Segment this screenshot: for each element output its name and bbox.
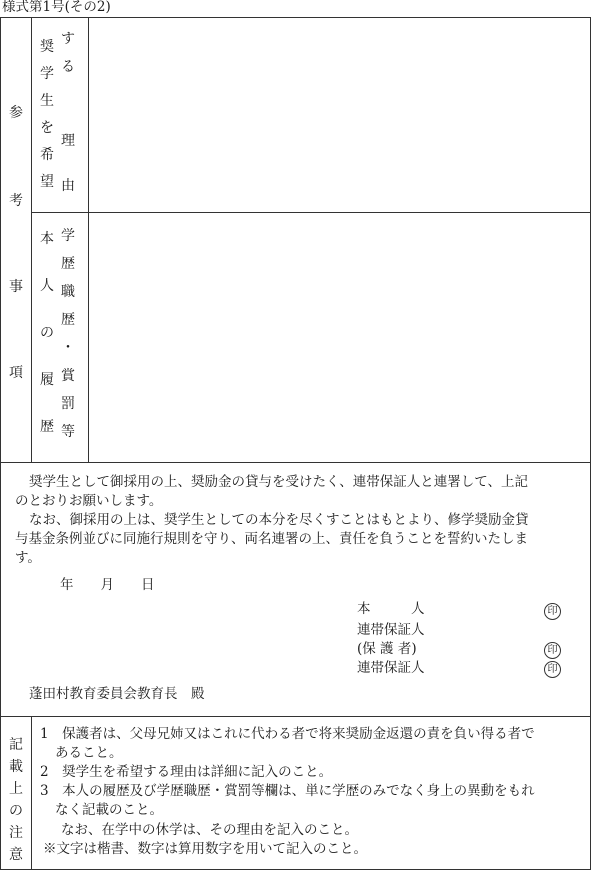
signer-guardian-label: (保 護 者): [357, 641, 417, 657]
reason-label-col2a: す る: [61, 31, 75, 75]
note-5: ※文字は楷書、数字は算用数字を用いて記入のこと。: [43, 841, 367, 857]
seal-guarantor-icon: 印: [544, 642, 561, 659]
section-label-1: 参: [9, 105, 23, 121]
signer-principal-label: 本 人: [357, 601, 425, 617]
seal-principal-icon: 印: [544, 603, 561, 620]
note-3-line-2: なく記載のこと。: [55, 802, 163, 818]
note-4: なお、在学中の休学は、その理由を記入のこと。: [61, 822, 358, 838]
application-line-3: なお、御採用の上は、奨学生としての本分を尽くすことはもとより、修学奨励金貸: [29, 512, 529, 528]
application-line-1: 奨学生として御採用の上、奨励金の貸与を受けたく、連帯保証人と連署して、上記: [29, 474, 528, 490]
notes-label: 記 載 上 の 注 意: [9, 737, 23, 863]
reason-label-col1: 奨 学 生 を 希 望: [40, 39, 54, 190]
history-input-field[interactable]: [89, 213, 590, 462]
section-label-4: 項: [9, 365, 23, 381]
signer-guarantor-label: 連帯保証人: [357, 622, 425, 638]
section-label-3: 事: [9, 279, 23, 295]
history-label-col1: 本 人 の 履 歴: [40, 231, 54, 435]
note-2: 2 奨学生を希望する理由は詳細に記入のこと。: [40, 764, 333, 780]
seal-guarantor2-icon: 印: [544, 661, 561, 678]
note-1-line-2: あること。: [55, 745, 123, 761]
addressee: 蓬田村教育委員会教育長 殿: [29, 686, 205, 702]
date-field[interactable]: 年 月 日: [60, 577, 155, 593]
note-1-line-1: 1 保護者は、父母兄姉又はこれに代わる者で将来奨励金返還の責を負い得る者で: [40, 726, 535, 742]
reason-label-col2b: 理 由: [61, 133, 75, 194]
application-line-5: す。: [15, 550, 41, 566]
section-label-2: 考: [9, 193, 23, 209]
history-label-col2: 学 歴 職 歴 ・ 賞 罰 等: [61, 228, 75, 440]
reason-input-field[interactable]: [89, 18, 590, 212]
form-id: 様式第1号(その2): [2, 0, 111, 15]
application-line-2: のとおりお願いします。: [15, 493, 163, 509]
application-line-4: 与基金条例並びに同施行規則を守り、両名連署の上、責任を負うことを誓約いたしま: [15, 531, 528, 547]
signer-guarantor2-label: 連帯保証人: [357, 660, 425, 676]
note-3-line-1: 3 本人の履歴及び学歴職歴・賞罰等欄は、単に学歴のみでなく身上の異動をもれ: [40, 783, 535, 799]
